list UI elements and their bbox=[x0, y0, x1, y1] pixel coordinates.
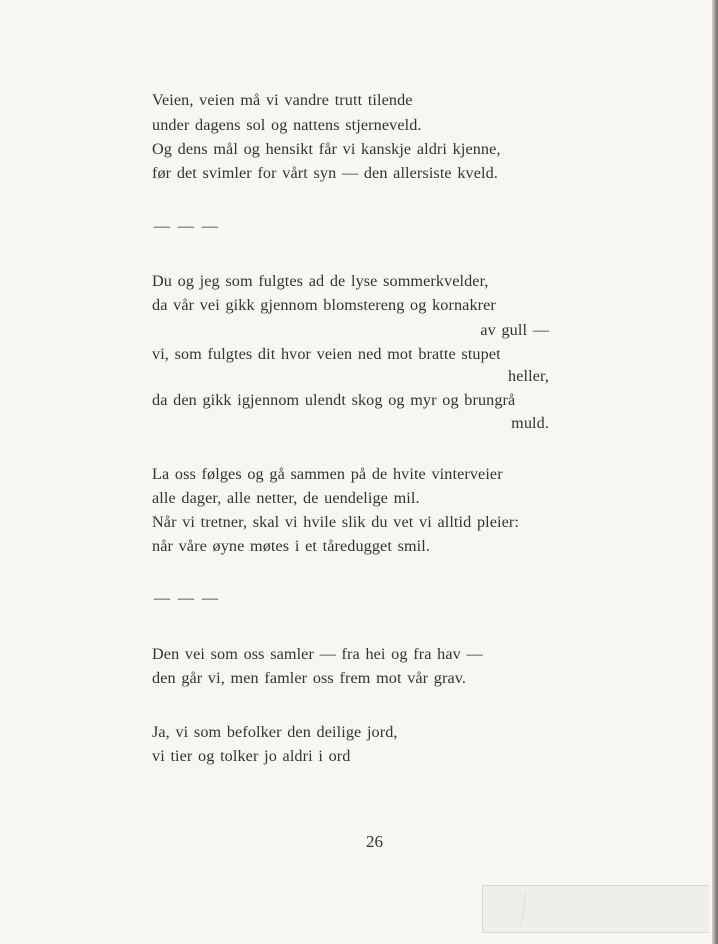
poem-line: Ja, vi som befolker den deilige jord, bbox=[152, 723, 398, 741]
poem-line: Når vi tretner, skal vi hvile slik du vet vi alltid pleier: bbox=[152, 513, 519, 531]
poem-line: under dagens sol og nattens stjerneveld. bbox=[152, 116, 422, 134]
poem-line: Du og jeg som fulgtes ad de lyse sommerkvelder, bbox=[152, 272, 489, 290]
poem-line: da vår vei gikk gjennom blomstereng og kornakrer bbox=[152, 296, 496, 314]
poem-line: når våre øyne møtes i et tåredugget smil. bbox=[152, 537, 431, 555]
poem-line: den går vi, men famler oss frem mot vår grav. bbox=[152, 669, 467, 687]
poem-line: vi, som fulgtes dit hvor veien ned mot bratte stupet bbox=[152, 345, 501, 363]
page-number: 26 bbox=[366, 832, 383, 851]
page-corner-mark bbox=[482, 885, 709, 933]
poem-line-continuation: heller, bbox=[508, 367, 549, 385]
section-separator: — — — bbox=[154, 218, 220, 235]
section-separator: — — — bbox=[154, 590, 220, 607]
poem-line: før det svimler for vårt syn — den allersiste kveld. bbox=[152, 164, 498, 182]
poem-line: La oss følges og gå sammen på de hvite vinterveier bbox=[152, 465, 503, 483]
poem-line-continuation: muld. bbox=[511, 414, 549, 432]
poem-line: vi tier og tolker jo aldri i ord bbox=[152, 747, 351, 765]
poem-line: Og dens mål og hensikt får vi kanskje aldri kjenne, bbox=[152, 140, 501, 158]
page-spine-edge bbox=[712, 0, 718, 944]
poem-line: alle dager, alle netter, de uendelige mil. bbox=[152, 489, 420, 507]
poem-line: da den gikk igjennom ulendt skog og myr og brungrå bbox=[152, 391, 516, 409]
poem-line: Veien, veien må vi vandre trutt tilende bbox=[152, 91, 413, 109]
poem-line-continuation: av gull — bbox=[480, 321, 549, 339]
poem-line: Den vei som oss samler — fra hei og fra hav — bbox=[152, 645, 483, 663]
